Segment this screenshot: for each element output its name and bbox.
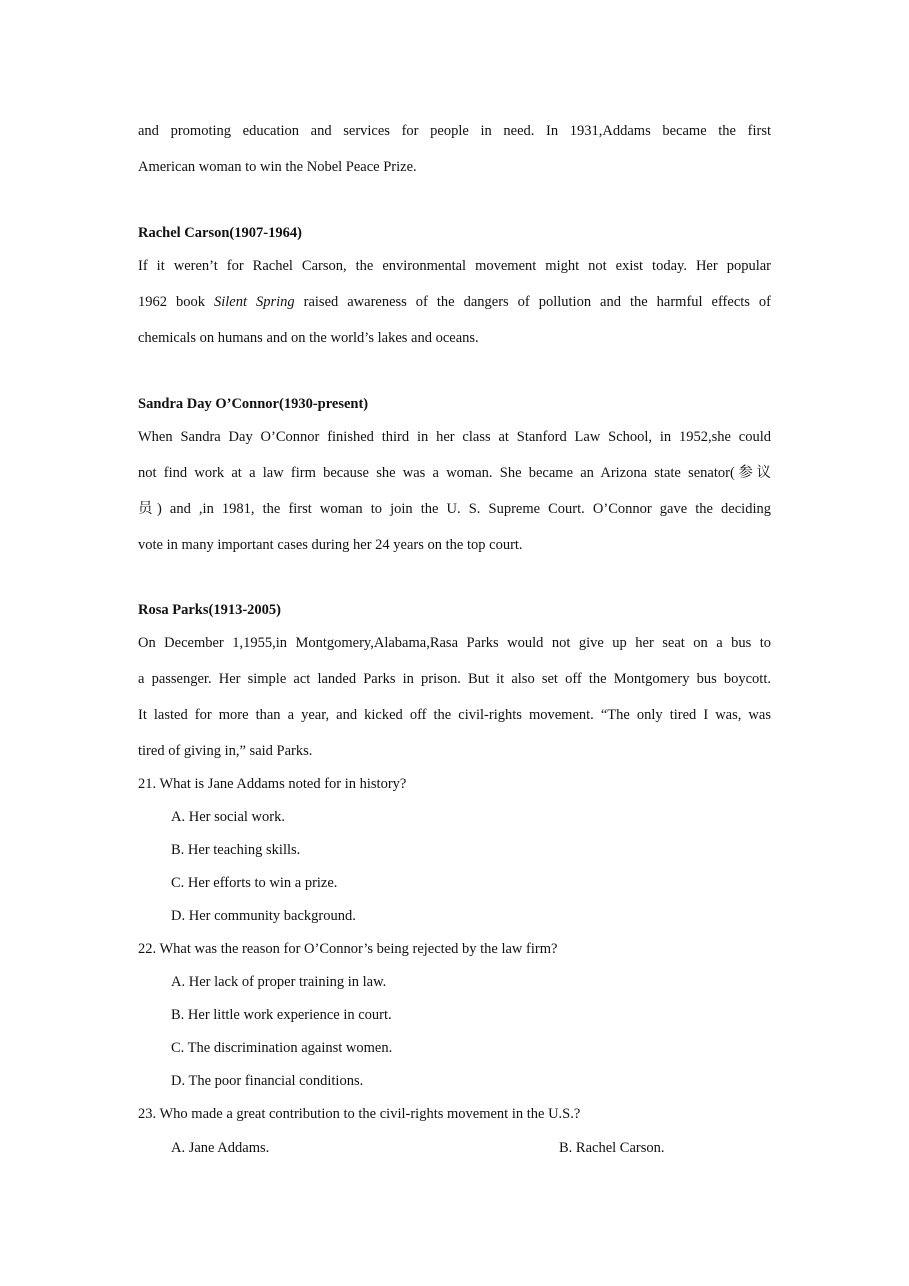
oconnor-line-2: not find work at a law firm because she was a woman. She became an Arizona state senator(参议 [138, 465, 771, 481]
question-23-option-a: A. Jane Addams. [171, 1140, 270, 1156]
question-21-option-a: A. Her social work. [171, 809, 285, 825]
parks-line-4: tired of giving in,” said Parks. [138, 743, 313, 759]
intro-line-1: and promoting education and services for people in need. In 1931,Addams became the first [138, 123, 771, 139]
parks-heading: Rosa Parks(1913-2005) [138, 602, 281, 618]
carson-line-2 [138, 292, 771, 312]
carson-heading: Rachel Carson(1907-1964) [138, 225, 302, 241]
oconnor-line-1: When Sandra Day O’Connor finished third in her class at Stanford Law School, in 1952,she could [138, 429, 771, 445]
question-21-option-d: D. Her community background. [171, 908, 356, 924]
question-22-stem: 22. What was the reason for O’Connor’s being rejected by the law firm? [138, 941, 558, 957]
question-21-option-b: B. Her teaching skills. [171, 842, 301, 858]
carson-line-1: If it weren’t for Rachel Carson, the environmental movement might not exist today. Her popular [138, 258, 771, 274]
question-23-stem: 23. Who made a great contribution to the civil-rights movement in the U.S.? [138, 1106, 581, 1122]
question-22-option-a: A. Her lack of proper training in law. [171, 974, 387, 990]
oconnor-line-4: vote in many important cases during her 24 years on the top court. [138, 537, 523, 553]
question-22-option-c: C. The discrimination against women. [171, 1040, 393, 1056]
carson-line-3: chemicals on humans and on the world’s lakes and oceans. [138, 330, 479, 346]
book-title: Silent Spring [213, 294, 295, 310]
intro-line-2: American woman to win the Nobel Peace Prize. [138, 159, 417, 175]
oconnor-heading: Sandra Day O’Connor(1930-present) [138, 396, 369, 412]
oconnor-line-3: 员) and ,in 1981, the first woman to join the U. S. Supreme Court. O’Connor gave the deciding [138, 501, 771, 517]
parks-line-3: It lasted for more than a year, and kicked off the civil-rights movement. “The only tired I was, was [138, 707, 771, 723]
carson-line-2-post: raised awareness of the dangers of pollution and the harmful effects of [294, 294, 771, 310]
question-22-option-b: B. Her little work experience in court. [171, 1007, 392, 1023]
carson-line-2-pre: 1962 book [138, 294, 214, 310]
parks-line-2: a passenger. Her simple act landed Parks in prison. But it also set off the Montgomery bus boycott. [138, 671, 771, 687]
parks-line-1: On December 1,1955,in Montgomery,Alabama,Rasa Parks would not give up her seat on a bus to [138, 635, 771, 651]
question-21-option-c: C. Her efforts to win a prize. [171, 875, 338, 891]
question-23-option-b: B. Rachel Carson. [559, 1140, 665, 1156]
question-22-option-d: D. The poor financial conditions. [171, 1073, 364, 1089]
question-21-stem: 21. What is Jane Addams noted for in history? [138, 776, 407, 792]
